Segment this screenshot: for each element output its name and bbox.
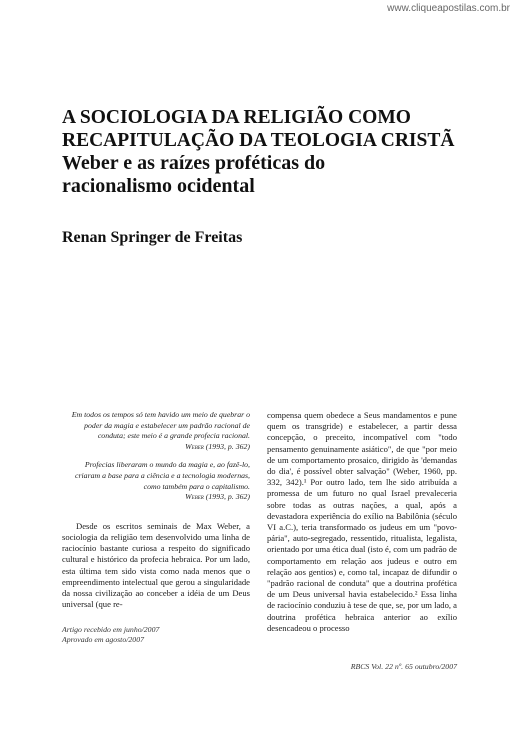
site-url[interactable]: www.cliqueapostilas.com.br: [387, 3, 510, 14]
article-subtitle-line-2: racionalismo ocidental: [62, 175, 255, 197]
epigraph-1-text: Em todos os tempos só tem havido um meio de quebrar o poder da magia e estabelecer um padrão racional de conduta; este meio é a grande profecia racional.: [71, 410, 250, 441]
epigraph-2-text: Profecias liberaram o mundo da magia e, ao fazê-lo, criaram a base para a ciência e a tecnologia modernas, como também para o capitalismo.: [75, 460, 250, 491]
article-title-line-2: RECAPITULAÇÃO DA TEOLOGIA CRISTÃ: [62, 130, 455, 151]
article-dates: [62, 625, 250, 645]
epigraph-2-cite-rest: (1993, p. 362): [203, 492, 250, 502]
right-column: [267, 410, 457, 634]
article-title-line-1: A SOCIOLOGIA DA RELIGIÃO COMO: [62, 107, 411, 128]
article-title-block: [62, 106, 482, 198]
epigraph-1-cite-rest: (1993, p. 362): [203, 441, 250, 451]
left-column: [62, 410, 250, 610]
date-received: Artigo recebido em junho/2007: [62, 625, 160, 634]
epigraph-2: [62, 460, 250, 502]
journal-footer: RBCS Vol. 22 nº. 65 outubro/2007: [350, 662, 457, 671]
article-author: Renan Springer de Freitas: [62, 229, 243, 246]
epigraph-1: [62, 410, 250, 452]
article-subtitle-line-1: Weber e as raízes proféticas do: [62, 152, 326, 174]
body-paragraph-right: compensa quem obedece a Seus mandamentos e pune quem os transgride) e estabelecer, a partir dessa concepção, o preceito, incompatível com "todo pensamento genuinamente asiático", de que "por meio de um comportamento prosaico, dirigido às 'demandas do dia', é possível obter salvação" (Weber, 1960, pp. 332, 342).¹ Por outro lado, tem lhe sido atribuída a promessa de um futuro no qual Israel prevaleceria sobre todas as outras nações, a qual, após a devastadora experiência do exílio na Babilônia (século VI a.C.), teria transformado os judeus em um "povo-pária", auto-segregado, ressentido, ritualista, legalista, orientado por uma ética dual (isto é, com um padrão de comportamento em relação aos judeus e outro em relação aos gentios) e, como tal, incapaz de difundir o "padrão racional de conduta" que a doutrina profética de um Deus universal havia estabelecido.² Essa linha de raciocínio conduziu à tese de que, se, por um lado, a doutrina profética hebraica anterior ao exílio desencadeou o processo: [267, 410, 457, 633]
date-approved: Aprovado em agosto/2007: [62, 635, 145, 644]
epigraph-2-cite-author: Weber: [185, 492, 204, 502]
epigraph-2-citation: [62, 492, 250, 503]
body-paragraph-left: Desde os escritos seminais de Max Weber, a sociologia da religião tem desenvolvido uma linha de raciocínio bastante curiosa a respeito do significado cultural e histórico da profecia hebraica. Por um lado, esta última tem sido vista como nada menos que o empreendimento intelectual que gerou a singularidade da nossa civilização ao conceber a idéia de um Deus universal (que re-: [62, 520, 250, 610]
epigraph-1-cite-author: Weber: [185, 441, 204, 451]
epigraph-1-citation: [62, 442, 250, 453]
